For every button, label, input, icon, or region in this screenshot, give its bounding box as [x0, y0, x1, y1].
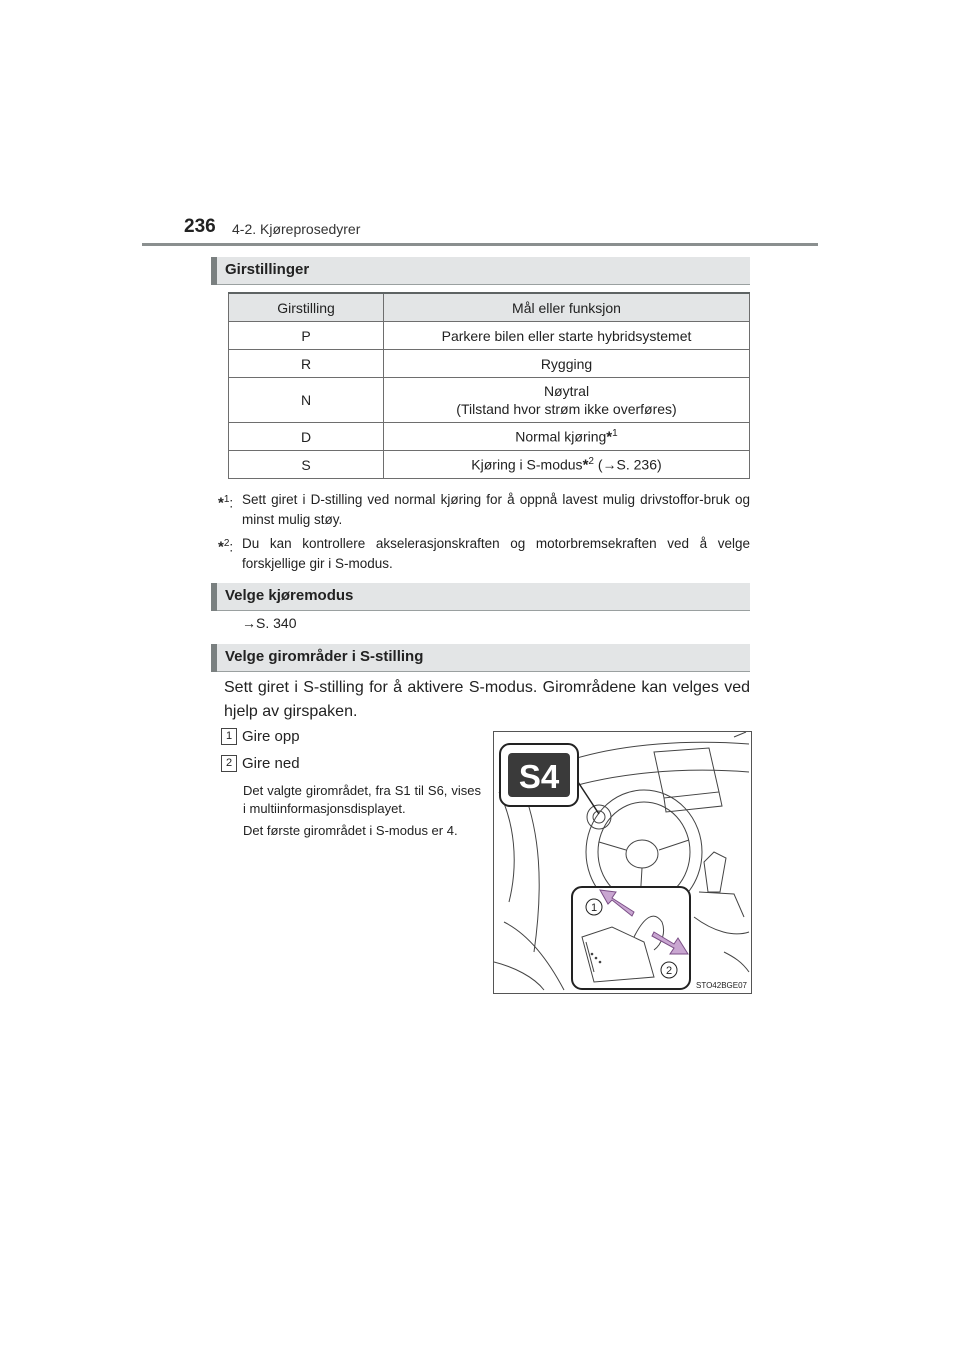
arrow-icon: →: [242, 615, 256, 631]
item-number-badge: 1: [221, 728, 237, 745]
arrow-icon: →: [602, 456, 617, 473]
table-row: [229, 378, 750, 423]
footnote-ref: 2: [588, 455, 594, 467]
asterisk-icon: *: [582, 456, 589, 474]
table-row: [229, 350, 750, 378]
asterisk-icon: *: [606, 428, 613, 446]
callout-number: 2: [665, 965, 673, 977]
detail-text: Det første girområdet i S-modus er 4.: [243, 823, 458, 838]
shift-lever-illustration: [493, 731, 752, 994]
section-accent: [211, 583, 217, 611]
gear-position-cell: R: [229, 350, 384, 378]
gear-position-cell: S: [229, 451, 384, 479]
function-text: Normal kjøring: [515, 428, 607, 445]
callout-number: 1: [590, 902, 598, 914]
table-header-cell: Girstilling: [229, 293, 384, 322]
footnote-marker: *$^1$:: [218, 494, 234, 512]
table-row: [229, 322, 750, 350]
section-title: Velge girområder i S-stilling: [225, 648, 424, 665]
function-line: Nøytral: [543, 383, 590, 399]
page-reference-link[interactable]: S. 236: [616, 456, 658, 473]
gear-position-cell: D: [229, 423, 384, 451]
section-title: Girstillinger: [225, 261, 310, 278]
gear-function-cell: [384, 423, 750, 451]
footnote-ref: 1: [612, 427, 618, 439]
s4-display-text: S4: [518, 758, 560, 795]
footnote-text: Du kan kontrollere akselerasjonskraften og motorbremsekraften ved å velge forskjellige gir i S-modus.: [242, 536, 750, 571]
table-header-cell: Mål eller funksjon: [384, 293, 750, 322]
table-header-row: [229, 293, 750, 322]
footnote-number: 2: [223, 538, 230, 549]
page-reference-link[interactable]: S. 340: [256, 615, 297, 631]
section-accent: [211, 257, 217, 285]
section-heading-gear-positions: [211, 257, 750, 285]
asterisk-icon: *: [218, 538, 224, 556]
table-row: [229, 423, 750, 451]
section-heading-shift-ranges: [211, 644, 750, 672]
item-label-shift-down: Gire ned: [242, 755, 300, 772]
section-title: Velge kjøremodus: [225, 587, 354, 604]
footnote-1: [218, 490, 750, 530]
asterisk-icon: *: [218, 494, 224, 512]
detail-text: Det valgte girområdet, fra S1 til S6, vises i multiinformasjonsdisplayet.: [243, 783, 481, 816]
gear-position-cell: N: [229, 378, 384, 423]
dashboard-drawing: [494, 732, 751, 993]
footnote-text: Sett giret i D-stilling ved normal kjøring for å oppnå lavest mulig drivstoffor-bruk og minst mulig støy.: [242, 492, 750, 527]
footnote-marker: *$^2$:: [218, 538, 234, 556]
item-number-badge: 2: [221, 755, 237, 772]
table-row: [229, 451, 750, 479]
shift-ranges-intro: Sett giret i S-stilling for å aktivere S-modus. Girområdene kan velges ved hjelp av girspaken.: [224, 679, 750, 720]
figure-code: STO42BGE07: [696, 981, 747, 990]
section-heading-drive-mode: [211, 583, 750, 611]
page-number: 236: [184, 216, 216, 237]
gear-position-cell: P: [229, 322, 384, 350]
gear-function-cell: Parkere bilen eller starte hybridsystemet: [384, 322, 750, 350]
footnote-number: 1: [223, 494, 230, 505]
function-line: (Tilstand hvor strøm ikke overføres): [456, 401, 677, 417]
gear-function-cell: [384, 378, 750, 423]
section-accent: [211, 644, 217, 672]
item-label-shift-up: Gire opp: [242, 728, 300, 745]
gear-position-table: [228, 292, 750, 479]
gear-function-cell: Kjøring i S-modus*$^2$ (→S. 236): [384, 451, 750, 479]
footnote-2: [218, 534, 750, 574]
header-rule: [142, 243, 818, 246]
function-text: Kjøring i S-modus: [471, 456, 583, 473]
running-title: 4-2. Kjøreprosedyrer: [232, 221, 361, 237]
gear-function-cell: Rygging: [384, 350, 750, 378]
drive-mode-reference[interactable]: [242, 615, 296, 631]
